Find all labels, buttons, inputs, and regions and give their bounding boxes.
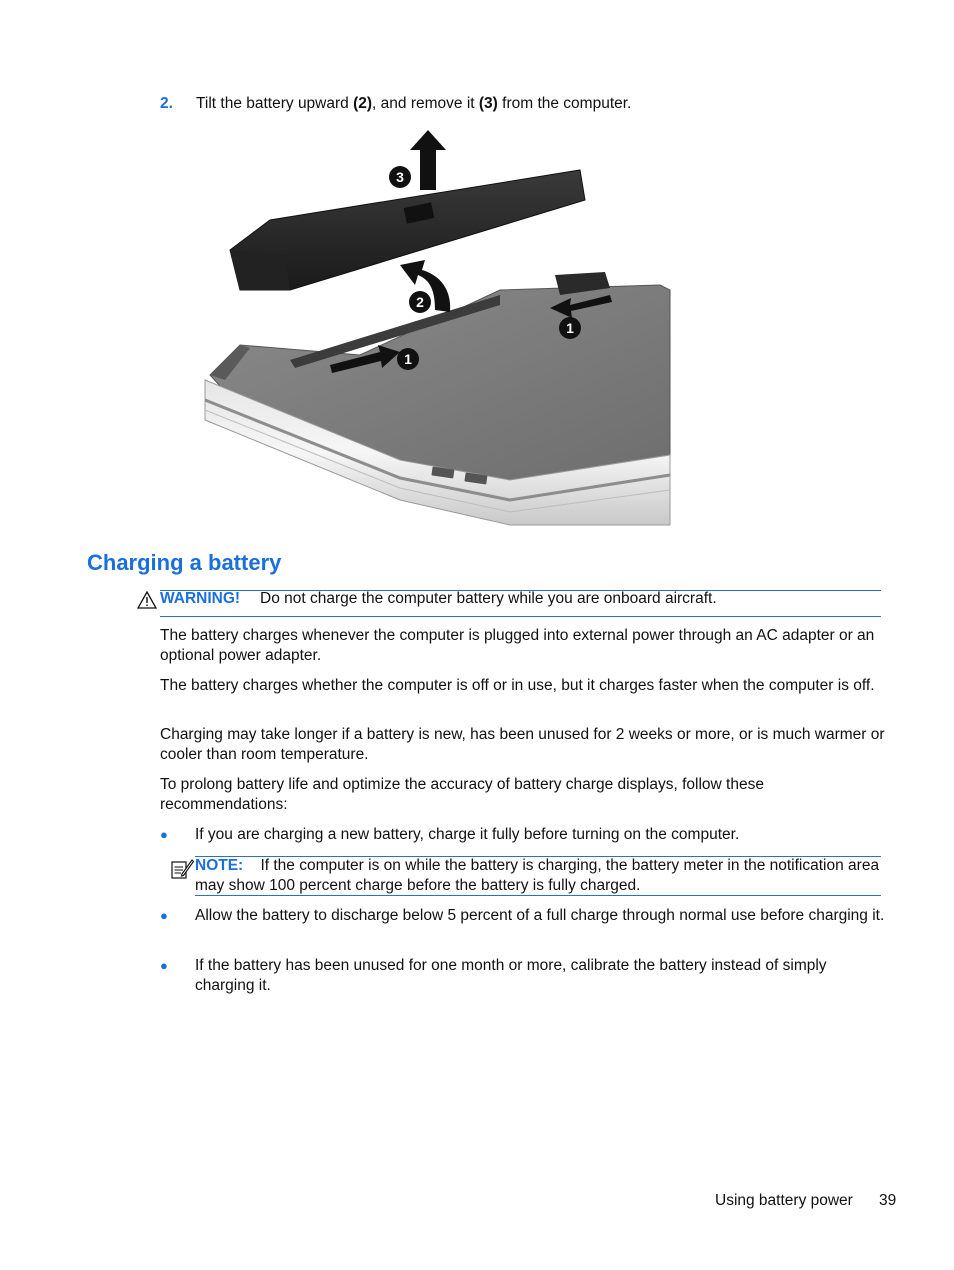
warning-text: Do not charge the computer battery while you are onboard aircraft. [260, 590, 717, 607]
step-text-after: from the computer. [497, 95, 632, 112]
step-text [196, 95, 631, 113]
svg-text:2: 2 [416, 294, 424, 310]
note-text: If the computer is on while the battery is charging, the battery meter in the notification area may show 100 percent charge before the battery is fully charged. [195, 857, 880, 894]
bullet-marker: ● [160, 827, 168, 842]
battery-removal-illustration [200, 130, 680, 530]
section-heading: Charging a battery [87, 550, 282, 575]
page-number: 39 [879, 1192, 897, 1209]
arrow-up-icon [410, 130, 446, 190]
warning-icon [137, 591, 157, 609]
bullet-marker: ● [160, 908, 168, 923]
callout-1-left [397, 348, 419, 370]
callout-3 [389, 166, 411, 188]
svg-text:3: 3 [396, 169, 404, 185]
note-icon [170, 858, 194, 880]
bullet-marker: ● [160, 958, 168, 973]
step-ref-3: (3) [478, 95, 498, 112]
note-label: NOTE: [195, 857, 244, 874]
step-text-middle: , and remove it [372, 95, 479, 112]
step-text-before: Tilt the battery upward [196, 95, 354, 112]
footer-section-title: Using battery power [715, 1192, 853, 1209]
note-body [195, 856, 881, 895]
warning-label: WARNING! [160, 590, 241, 607]
step-ref-2: (2) [353, 95, 373, 112]
note-rule-bottom [195, 895, 881, 896]
svg-text:1: 1 [404, 351, 412, 367]
paragraph-3: Charging may take longer if a battery is new, has been unused for 2 weeks or more, or is much warmer or cooler than room temperature. [160, 726, 885, 763]
bullet-item-1: If you are charging a new battery, charge it fully before turning on the computer. [195, 826, 740, 843]
step-number: 2. [160, 95, 173, 112]
warning-rule-bottom [160, 616, 881, 617]
bullet-item-3: If the battery has been unused for one month or more, calibrate the battery instead of simply charging it. [195, 957, 827, 994]
paragraph-2: The battery charges whether the computer is off or in use, but it charges faster when the computer is off. [160, 677, 875, 694]
bullet-item-2: Allow the battery to discharge below 5 percent of a full charge through normal use before charging it. [195, 907, 885, 924]
callout-2 [409, 291, 431, 313]
callout-1-right [559, 317, 581, 339]
paragraph-1: The battery charges whenever the computer is plugged into external power through an AC adapter or an optional power adapter. [160, 627, 875, 664]
paragraph-4: To prolong battery life and optimize the accuracy of battery charge displays, follow these recommendations: [160, 776, 764, 813]
svg-text:1: 1 [566, 320, 574, 336]
